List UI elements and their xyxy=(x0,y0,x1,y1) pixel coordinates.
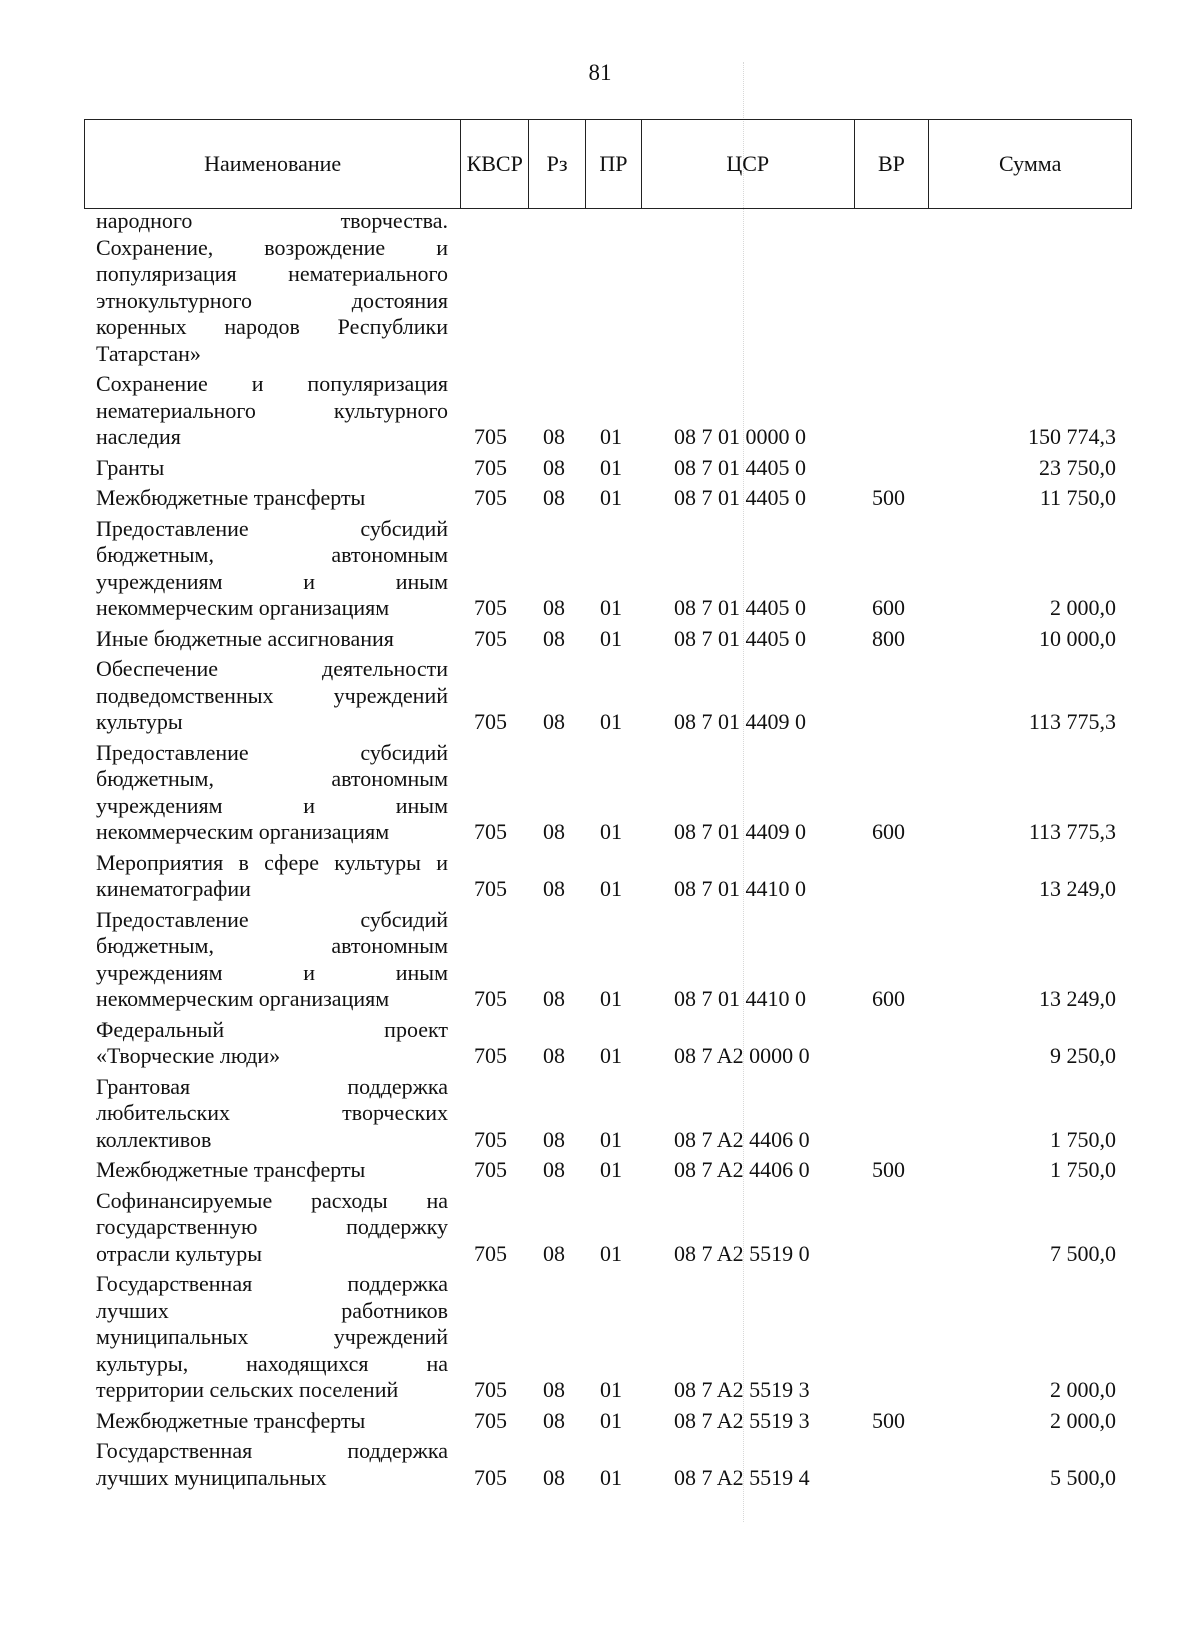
cell-sum: 113 775,3 xyxy=(1028,709,1116,734)
table-row xyxy=(0,626,1200,653)
cell-csr: 08 7 A2 5519 0 xyxy=(674,1240,810,1266)
row-values xyxy=(0,1127,1200,1154)
cell-sum: 2 000,0 xyxy=(1050,1377,1116,1402)
row-name-line: Сохранение, возрождение и xyxy=(96,234,448,260)
cell-vr: 600 xyxy=(872,986,905,1011)
row-name-line: Татарстан» xyxy=(96,340,201,366)
cell-rz: 08 xyxy=(543,1464,565,1490)
row-values xyxy=(0,424,1200,451)
cell-sum: 1 750,0 xyxy=(1050,1157,1116,1182)
cell-rz: 08 xyxy=(543,709,565,734)
row-values xyxy=(0,595,1200,622)
cell-kvsr: 705 xyxy=(474,1464,507,1490)
cell-pr: 01 xyxy=(600,454,622,480)
row-values xyxy=(0,485,1200,512)
header-kvsr: КВСР xyxy=(461,120,529,208)
row-name-line: учреждениям и иным xyxy=(96,792,448,818)
header-csr: ЦСР xyxy=(642,120,855,208)
header-pr: ПР xyxy=(586,120,642,208)
cell-sum: 9 250,0 xyxy=(1050,1043,1116,1068)
table-body xyxy=(0,208,1200,1495)
row-values xyxy=(0,1157,1200,1184)
cell-vr: 800 xyxy=(872,625,905,651)
row-values xyxy=(0,1408,1200,1435)
cell-kvsr: 705 xyxy=(474,986,507,1011)
row-name-line: бюджетным, автономным xyxy=(96,766,448,791)
cell-rz: 08 xyxy=(543,986,565,1011)
row-name-line: Иные бюджетные ассигнования xyxy=(96,625,394,651)
cell-pr: 01 xyxy=(600,485,622,510)
table-header xyxy=(84,119,1132,209)
cell-rz: 08 xyxy=(543,1126,565,1152)
row-values xyxy=(0,1241,1200,1268)
cell-rz: 08 xyxy=(543,595,565,620)
row-name-line: подведомственных учреждений xyxy=(96,682,448,708)
cell-rz: 08 xyxy=(543,1157,565,1182)
cell-csr: 08 7 01 4409 0 xyxy=(674,709,806,734)
row-name-line: отрасли культуры xyxy=(96,1240,263,1266)
row-name-line: Мероприятия в сфере культуры и xyxy=(96,849,448,875)
table-row xyxy=(0,371,1200,451)
row-name-line: Межбюджетные трансферты xyxy=(96,1157,366,1182)
cell-pr: 01 xyxy=(600,1157,622,1182)
cell-rz: 08 xyxy=(543,625,565,651)
cell-csr: 08 7 A2 4406 0 xyxy=(674,1126,810,1152)
table-row xyxy=(0,1408,1200,1435)
cell-pr: 01 xyxy=(600,1377,622,1402)
cell-csr: 08 7 A2 5519 3 xyxy=(674,1377,810,1402)
row-name-line: народного творчества. xyxy=(96,208,448,233)
cell-kvsr: 705 xyxy=(474,876,507,901)
cell-kvsr: 705 xyxy=(474,1407,507,1433)
page-number: 81 xyxy=(588,60,612,85)
cell-csr: 08 7 01 4405 0 xyxy=(674,595,806,620)
row-name-line: муниципальных учреждений xyxy=(96,1324,448,1349)
cell-kvsr: 705 xyxy=(474,595,507,620)
cell-sum: 150 774,3 xyxy=(1028,424,1116,449)
cell-vr: 500 xyxy=(872,1407,905,1433)
row-name-line: культуры, находящихся на xyxy=(96,1350,448,1376)
cell-pr: 01 xyxy=(600,625,622,651)
cell-kvsr: 705 xyxy=(474,1126,507,1152)
cell-rz: 08 xyxy=(543,1377,565,1402)
cell-sum: 1 750,0 xyxy=(1050,1126,1116,1152)
row-name-line: Федеральный проект xyxy=(96,1016,448,1042)
cell-csr: 08 7 A2 5519 4 xyxy=(674,1464,810,1490)
cell-pr: 01 xyxy=(600,1240,622,1266)
row-name-line: «Творческие люди» xyxy=(96,1043,281,1068)
cell-kvsr: 705 xyxy=(474,424,507,449)
cell-sum: 10 000,0 xyxy=(1039,625,1116,651)
cell-pr: 01 xyxy=(600,1043,622,1068)
table-row xyxy=(0,1188,1200,1268)
cell-kvsr: 705 xyxy=(474,819,507,844)
row-values xyxy=(0,341,1200,368)
row-name-line: культуры xyxy=(96,709,183,734)
cell-rz: 08 xyxy=(543,1407,565,1433)
table-row xyxy=(0,516,1200,622)
row-name-line: учреждениям и иным xyxy=(96,959,448,985)
cell-pr: 01 xyxy=(600,819,622,844)
row-name-line: некоммерческим организациям xyxy=(96,595,390,620)
cell-csr: 08 7 01 4409 0 xyxy=(674,819,806,844)
table-row xyxy=(0,455,1200,482)
table-row xyxy=(0,907,1200,1013)
cell-vr: 500 xyxy=(872,485,905,510)
cell-csr: 08 7 A2 4406 0 xyxy=(674,1157,810,1182)
cell-rz: 08 xyxy=(543,1043,565,1068)
cell-csr: 08 7 A2 5519 3 xyxy=(674,1407,810,1433)
cell-csr: 08 7 01 0000 0 xyxy=(674,424,806,449)
table-row xyxy=(0,740,1200,846)
row-name-line: бюджетным, автономным xyxy=(96,542,448,567)
cell-vr: 600 xyxy=(872,595,905,620)
header-rz: Рз xyxy=(529,120,586,208)
cell-sum: 11 750,0 xyxy=(1039,485,1116,510)
row-name-line: бюджетным, автономным xyxy=(96,933,448,958)
cell-pr: 01 xyxy=(600,424,622,449)
cell-sum: 13 249,0 xyxy=(1039,876,1116,901)
cell-pr: 01 xyxy=(600,709,622,734)
cell-kvsr: 705 xyxy=(474,1377,507,1402)
cell-sum: 23 750,0 xyxy=(1039,454,1116,480)
row-values xyxy=(0,986,1200,1013)
row-name-line: территории сельских поселений xyxy=(96,1377,399,1402)
cell-pr: 01 xyxy=(600,1126,622,1152)
row-name-line: Обеспечение деятельности xyxy=(96,656,448,681)
cell-pr: 01 xyxy=(600,986,622,1011)
cell-sum: 13 249,0 xyxy=(1039,986,1116,1011)
row-name-line: Предоставление субсидий xyxy=(96,739,448,765)
cell-csr: 08 7 01 4405 0 xyxy=(674,485,806,510)
row-name-line: Сохранение и популяризация xyxy=(96,371,448,396)
row-values xyxy=(0,455,1200,482)
row-name-line: популяризация нематериального xyxy=(96,261,448,286)
header-sum: Сумма xyxy=(999,151,1062,176)
row-values xyxy=(0,876,1200,903)
cell-csr: 08 7 01 4410 0 xyxy=(674,986,806,1011)
cell-sum: 7 500,0 xyxy=(1050,1240,1116,1266)
row-name-line: Грантовая поддержка xyxy=(96,1073,448,1099)
row-name-line: этнокультурного достояния xyxy=(96,287,448,313)
table-row xyxy=(0,1271,1200,1404)
row-name-line: нематериального культурного xyxy=(96,397,448,423)
row-name-line: некоммерческим организациям xyxy=(96,819,390,844)
header-vr: ВР xyxy=(855,120,930,208)
table-row xyxy=(0,1074,1200,1154)
row-name-line: коренных народов Республики xyxy=(96,314,448,339)
cell-kvsr: 705 xyxy=(474,625,507,651)
row-name-line: учреждениям и иным xyxy=(96,568,448,594)
row-values xyxy=(0,819,1200,846)
row-name-line: коллективов xyxy=(96,1126,212,1152)
row-values xyxy=(0,626,1200,653)
cell-rz: 08 xyxy=(543,454,565,480)
row-name-line: Предоставление субсидий xyxy=(96,515,448,541)
row-name-line: Предоставление субсидий xyxy=(96,906,448,932)
row-name-line: Государственная поддержка xyxy=(96,1271,448,1296)
row-name-line: любительских творческих xyxy=(96,1100,448,1125)
row-name-line: Межбюджетные трансферты xyxy=(96,1407,366,1433)
cell-rz: 08 xyxy=(543,819,565,844)
cell-kvsr: 705 xyxy=(474,709,507,734)
cell-pr: 01 xyxy=(600,1407,622,1433)
cell-pr: 01 xyxy=(600,595,622,620)
cell-csr: 08 7 A2 0000 0 xyxy=(674,1043,810,1068)
cell-pr: 01 xyxy=(600,876,622,901)
cell-vr: 600 xyxy=(872,819,905,844)
cell-kvsr: 705 xyxy=(474,1157,507,1182)
row-name-line: государственную поддержку xyxy=(96,1214,448,1239)
row-values xyxy=(0,1043,1200,1070)
row-values xyxy=(0,1465,1200,1492)
row-values xyxy=(0,709,1200,736)
cell-kvsr: 705 xyxy=(474,485,507,510)
table-row xyxy=(0,485,1200,512)
cell-pr: 01 xyxy=(600,1464,622,1490)
table-row xyxy=(0,850,1200,903)
row-name-line: некоммерческим организациям xyxy=(96,986,390,1011)
cell-sum: 113 775,3 xyxy=(1028,819,1116,844)
row-name-line: кинематографии xyxy=(96,876,251,901)
cell-csr: 08 7 01 4405 0 xyxy=(674,454,806,480)
cell-rz: 08 xyxy=(543,1240,565,1266)
header-name: Наименование xyxy=(85,120,461,208)
cell-sum: 2 000,0 xyxy=(1050,595,1116,620)
cell-kvsr: 705 xyxy=(474,454,507,480)
row-name-line: Государственная поддержка xyxy=(96,1438,448,1463)
table-row xyxy=(0,1157,1200,1184)
cell-csr: 08 7 01 4410 0 xyxy=(674,876,806,901)
row-values xyxy=(0,1377,1200,1404)
row-name-line: Межбюджетные трансферты xyxy=(96,485,366,510)
table-row xyxy=(0,208,1200,367)
cell-sum: 2 000,0 xyxy=(1050,1407,1116,1433)
row-name-line: Софинансируемые расходы на xyxy=(96,1187,448,1213)
cell-rz: 08 xyxy=(543,485,565,510)
cell-rz: 08 xyxy=(543,876,565,901)
table-row xyxy=(0,1017,1200,1070)
cell-csr: 08 7 01 4405 0 xyxy=(674,625,806,651)
cell-kvsr: 705 xyxy=(474,1240,507,1266)
cell-vr: 500 xyxy=(872,1157,905,1182)
row-name-line: наследия xyxy=(96,424,181,449)
row-name-line: Гранты xyxy=(96,454,165,480)
cell-sum: 5 500,0 xyxy=(1050,1464,1116,1490)
table-row xyxy=(0,1438,1200,1491)
table-row xyxy=(0,656,1200,736)
row-name-line: лучших муниципальных xyxy=(96,1464,327,1490)
row-name-line: лучших работников xyxy=(96,1297,448,1323)
cell-kvsr: 705 xyxy=(474,1043,507,1068)
cell-rz: 08 xyxy=(543,424,565,449)
